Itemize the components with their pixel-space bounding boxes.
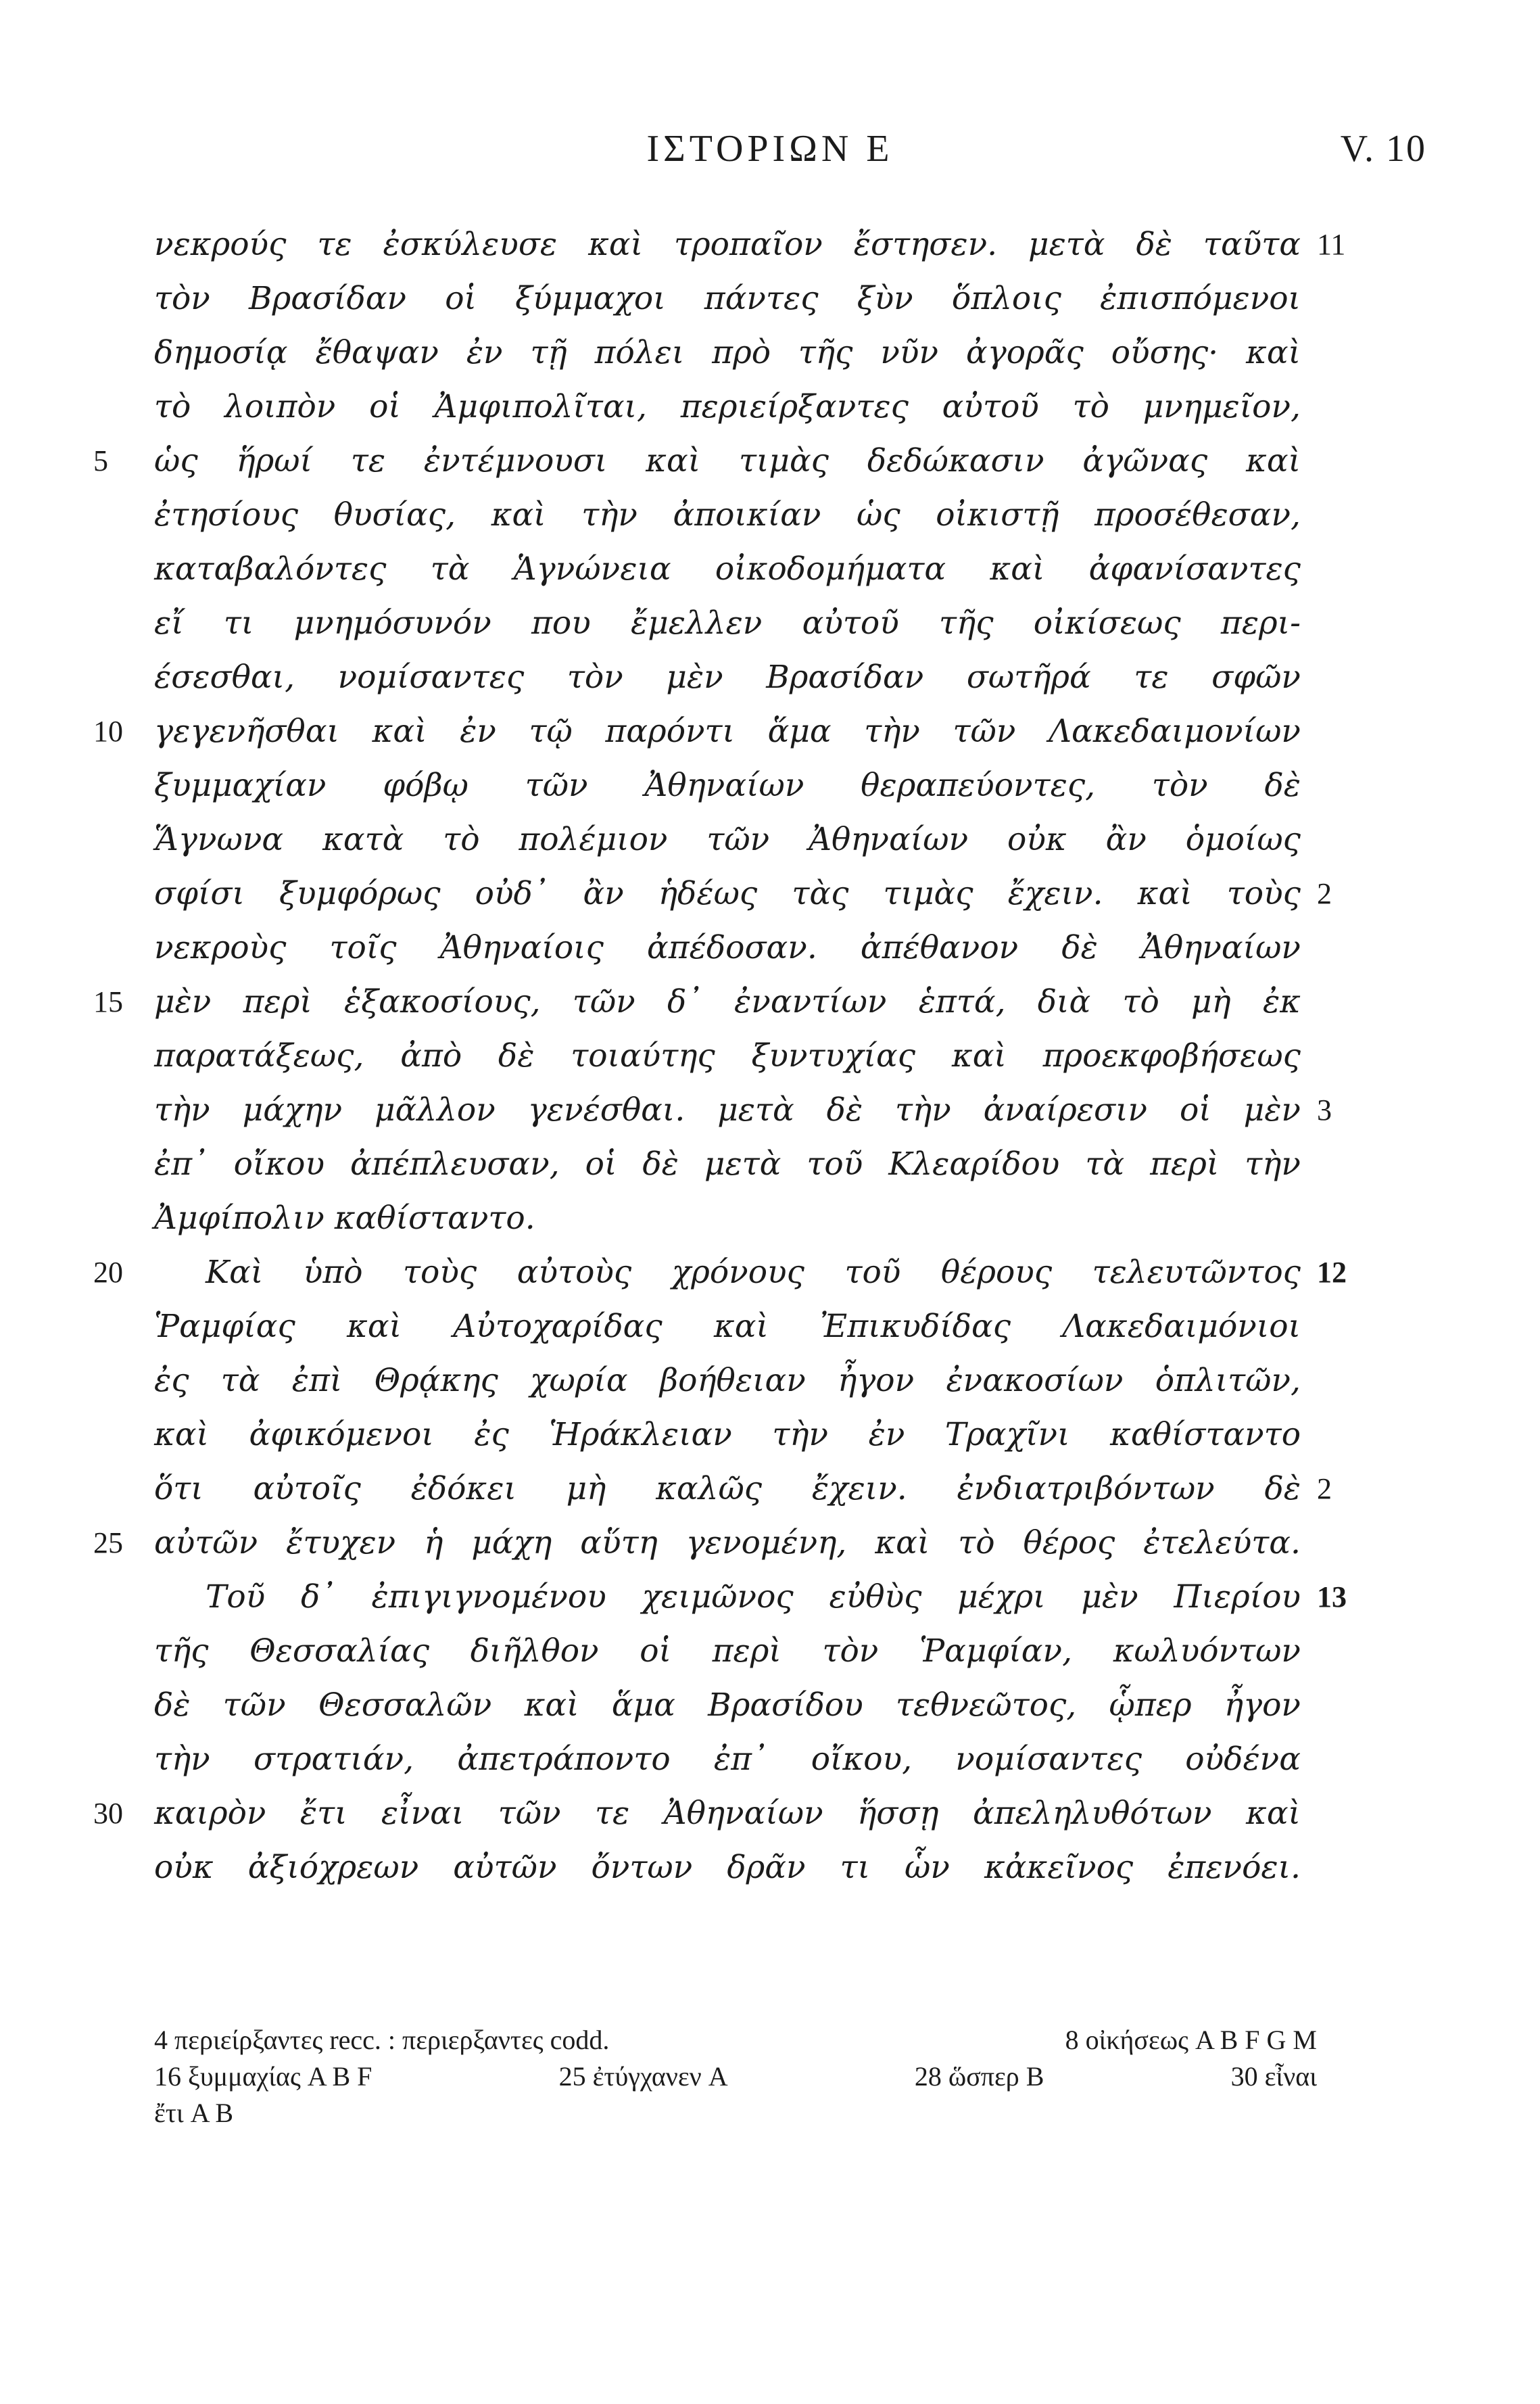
text-line: νεκροὺς τοῖς Ἀθηναίοις ἀπέδοσαν. ἀπέθανον δὲ Ἀθηναίων — [154, 929, 1301, 966]
text-line: ξυμμαχίαν φόβῳ τῶν Ἀθηναίων θεραπεύοντες, τὸν δὲ — [154, 767, 1301, 804]
text-line: έσεσθαι, νομίσαντες τὸν μὲν Βρασίδαν σωτῆρά τε σφῶν — [154, 659, 1301, 696]
text-line: ὅτι αὐτοῖς ἐδόκει μὴ καλῶς ἔχειν. ἐνδιατριβόντων δὲ — [154, 1470, 1301, 1507]
apparatus-row — [154, 2022, 1317, 2058]
apparatus-note: 28 ὥσπερ B — [914, 2061, 1044, 2092]
text-line: Ἀμφίπολιν καθίσταντο. — [154, 1200, 535, 1237]
line-number: 10 — [93, 715, 123, 748]
text-line: σφίσι ξυμφόρως οὐδ᾽ ἂν ἡδέως τὰς τιμὰς ἔχειν. καὶ τοὺς — [154, 875, 1301, 912]
page-title: ΙΣΤΟΡΙΩΝ Ε — [646, 128, 894, 170]
text-line: τὸ λοιπὸν οἱ Ἀμφιπολῖται, περιείρξαντες αὐτοῦ τὸ μνημεῖον, — [154, 388, 1301, 425]
section-number: 12 — [1317, 1256, 1347, 1289]
apparatus-note: 30 εἶναι — [1230, 2061, 1317, 2092]
apparatus-note: 16 ξυμμαχίας A B F — [154, 2061, 372, 2092]
text-line: τὴν μάχην μᾶλλον γενέσθαι. μετὰ δὲ τὴν ἀναίρεσιν οἱ μὲν — [154, 1091, 1301, 1129]
text-line: τὸν Βρασίδαν οἱ ξύμμαχοι πάντες ξὺν ὅπλοις ἐπισπόμενοι — [154, 280, 1301, 317]
section-number: 3 — [1317, 1093, 1332, 1127]
section-number: 2 — [1317, 877, 1332, 910]
apparatus-row — [154, 2095, 1317, 2131]
apparatus-note: 8 οἰκήσεως A B F G M — [1065, 2025, 1317, 2055]
line-number: 15 — [93, 985, 123, 1018]
text-line: καταβαλόντες τὰ Ἁγνώνεια οἰκοδομήματα καὶ ἀφανίσαντες — [154, 550, 1301, 588]
section-number: 2 — [1317, 1472, 1332, 1505]
text-line: οὐκ ἀξιόχρεων αὐτῶν ὄντων δρᾶν τι ὧν κἀκεῖνος ἐπενόει. — [154, 1849, 1301, 1886]
text-line: Ῥαμφίας καὶ Αὐτοχαρίδας καὶ Ἐπικυδίδας Λακεδαιμόνιοι — [154, 1308, 1301, 1345]
text-line: ἐπ᾽ οἴκου ἀπέπλευσαν, οἱ δὲ μετὰ τοῦ Κλεαρίδου τὰ περὶ τὴν — [154, 1146, 1301, 1183]
section-number: 11 — [1317, 228, 1346, 261]
critical-apparatus — [154, 2022, 1317, 2131]
chapter-reference: V. 10 — [1340, 128, 1426, 170]
apparatus-note: 25 ἐτύγχανεν A — [558, 2061, 728, 2092]
line-number: 25 — [93, 1526, 123, 1559]
text-line: καιρὸν ἔτι εἶναι τῶν τε Ἀθηναίων ἥσσῃ ἀπεληλυθότων καὶ — [154, 1795, 1301, 1832]
text-line: Καὶ ὑπὸ τοὺς αὐτοὺς χρόνους τοῦ θέρους τελευτῶντος — [206, 1254, 1301, 1291]
apparatus-row — [154, 2058, 1317, 2095]
text-line: ἐτησίους θυσίας, καὶ τὴν ἀποικίαν ὡς οἰκιστῇ προσέθεσαν, — [154, 496, 1301, 534]
text-line: νεκρούς τε ἐσκύλευσε καὶ τροπαῖον ἔστησεν. μετὰ δὲ ταῦτα — [154, 226, 1301, 263]
text-line: εἴ τι μνημόσυνόν που ἔμελλεν αὐτοῦ τῆς οἰκίσεως περι- — [154, 605, 1301, 642]
running-header — [0, 127, 1540, 174]
text-line: ὡς ἥρωί τε ἐντέμνουσι καὶ τιμὰς δεδώκασιν ἀγῶνας καὶ — [154, 442, 1301, 479]
text-line: δὲ τῶν Θεσσαλῶν καὶ ἅμα Βρασίδου τεθνεῶτος, ᾧπερ ἦγον — [154, 1687, 1301, 1724]
apparatus-note: 4 περιείρξαντες recc. : περιερξαντες codd. — [154, 2025, 610, 2055]
text-line: τὴν στρατιάν, ἀπετράποντο ἐπ᾽ οἴκου, νομίσαντες οὐδένα — [154, 1741, 1301, 1778]
line-number: 30 — [93, 1797, 123, 1830]
text-line: καὶ ἀφικόμενοι ἐς Ἡράκλειαν τὴν ἐν Τραχῖνι καθίσταντο — [154, 1416, 1301, 1453]
text-line: Τοῦ δ᾽ ἐπιγιγνομένου χειμῶνος εὐθὺς μέχρι μὲν Πιερίου — [206, 1578, 1301, 1616]
line-number: 5 — [93, 444, 108, 477]
text-line: Ἅγνωνα κατὰ τὸ πολέμιον τῶν Ἀθηναίων οὐκ ἂν ὁμοίως — [154, 821, 1301, 858]
text-line: τῆς Θεσσαλίας διῆλθον οἱ περὶ τὸν Ῥαμφίαν, κωλυόντων — [154, 1632, 1301, 1670]
line-number: 20 — [93, 1256, 123, 1289]
text-line: παρατάξεως, ἀπὸ δὲ τοιαύτης ξυντυχίας καὶ προεκφοβήσεως — [154, 1037, 1301, 1075]
text-line: ἐς τὰ ἐπὶ Θρᾴκης χωρία βοήθειαν ἦγον ἐνακοσίων ὁπλιτῶν, — [154, 1362, 1301, 1399]
text-line: αὐτῶν ἔτυχεν ἡ μάχη αὕτη γενομένη, καὶ τὸ θέρος ἐτελεύτα. — [154, 1524, 1301, 1561]
apparatus-note: ἔτι A B — [154, 2098, 233, 2128]
text-line: γεγενῆσθαι καὶ ἐν τῷ παρόντι ἅμα τὴν τῶν Λακεδαιμονίων — [154, 713, 1301, 750]
section-number: 13 — [1317, 1580, 1347, 1613]
text-line: δημοσίᾳ ἔθαψαν ἐν τῇ πόλει πρὸ τῆς νῦν ἀγορᾶς οὔσης· καὶ — [154, 334, 1301, 371]
text-line: μὲν περὶ ἑξακοσίους, τῶν δ᾽ ἐναντίων ἑπτά, διὰ τὸ μὴ ἐκ — [154, 983, 1301, 1020]
